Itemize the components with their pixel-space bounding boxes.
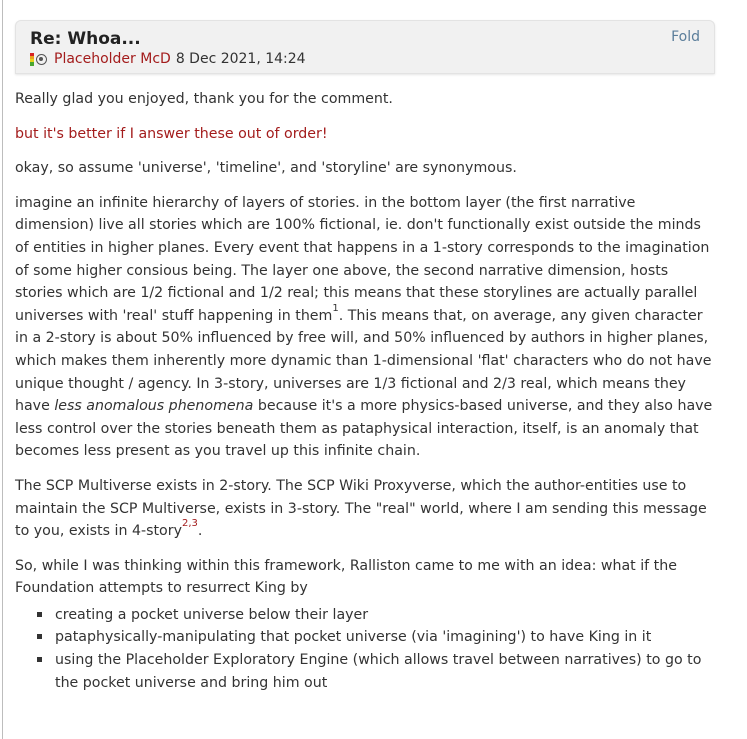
karma-icon [30, 53, 34, 66]
post-info [30, 51, 306, 67]
bullet-icon [37, 634, 42, 639]
post-title: Re: Whoa... [30, 29, 141, 49]
footnote-ref-1[interactable]: 1 [332, 303, 339, 315]
hierarchy-text-a: imagine an infinite hierarchy of layers of stories. in the bottom layer (the first narrative dimension) live all stories which are 100% fictional, ie. don't functionally exist outside the minds of entities in higher planes. Every event that happens in a 1-story corresponds to the imagination of some higher consious being. The layer one above, the second narrative dimension, hosts stories which are 1/2 fictional and 1/2 real; this means that these storylines are actually parallel universes with 'real' stuff happening in them [15, 194, 710, 324]
paragraph-out-of-order: but it's better if I answer these out of order! [15, 125, 328, 142]
hierarchy-text-c: because it's a more physics-based universe, and they also have less control over the stories beneath them as pataphysical interaction, itself, is an anomaly that becomes less present as you travel up this infinite chain. [15, 398, 713, 460]
list-item [55, 649, 715, 694]
post-content [15, 88, 715, 694]
list-item-text: using the Placeholder Exploratory Engine (which allows travel between narratives) to go to the pocket universe and bring him out [55, 652, 702, 691]
idea-list [15, 604, 715, 694]
post-header [15, 20, 715, 74]
list-item-text: creating a pocket universe below their layer [55, 606, 369, 623]
hierarchy-text-b: . This means that, on average, any given character in a 2-story is about 50% influenced by free will, and 50% influenced by authors in higher planes, which makes them inherently more dynamic than 1-dimensional 'flat' characters who do not have unique thought / agency. In 3-story, universes are 1/3 fictional and 2/3 real, which means they have [15, 307, 712, 415]
bullet-icon [37, 657, 42, 662]
multiverse-text-a: The SCP Multiverse exists in 2-story. The SCP Wiki Proxyverse, which the author-entities use to maintain the SCP Multiverse, exists in 3-story. The "real" world, where I am sending this message to you, exists in 4-story [15, 477, 707, 540]
paragraph-multiverse [15, 475, 715, 543]
user-info-icon[interactable] [36, 54, 47, 65]
hierarchy-emphasis: less anomalous phenomena [54, 398, 254, 415]
bullet-icon [37, 612, 42, 617]
list-item [55, 604, 715, 627]
thread-indent-line [2, 0, 3, 739]
list-item [55, 626, 715, 649]
post-date: 8 Dec 2021, 14:24 [175, 51, 306, 67]
paragraph-idea: So, while I was thinking within this framework, Ralliston came to me with an idea: what if the Foundation attempts to resurrect King by [15, 557, 677, 597]
author-link[interactable]: Placeholder McD [54, 51, 171, 67]
paragraph-hierarchy [15, 192, 715, 463]
footnote-ref-2-3[interactable]: 2,3 [181, 518, 198, 530]
paragraph-synonyms: okay, so assume 'universe', 'timeline', and 'storyline' are synonymous. [15, 160, 517, 177]
multiverse-text-b: . [197, 523, 203, 540]
paragraph-thanks: Really glad you enjoyed, thank you for the comment. [15, 91, 393, 107]
fold-link[interactable]: Fold [671, 29, 700, 45]
list-item-text: pataphysically-manipulating that pocket universe (via 'imagining') to have King in it [55, 629, 652, 646]
